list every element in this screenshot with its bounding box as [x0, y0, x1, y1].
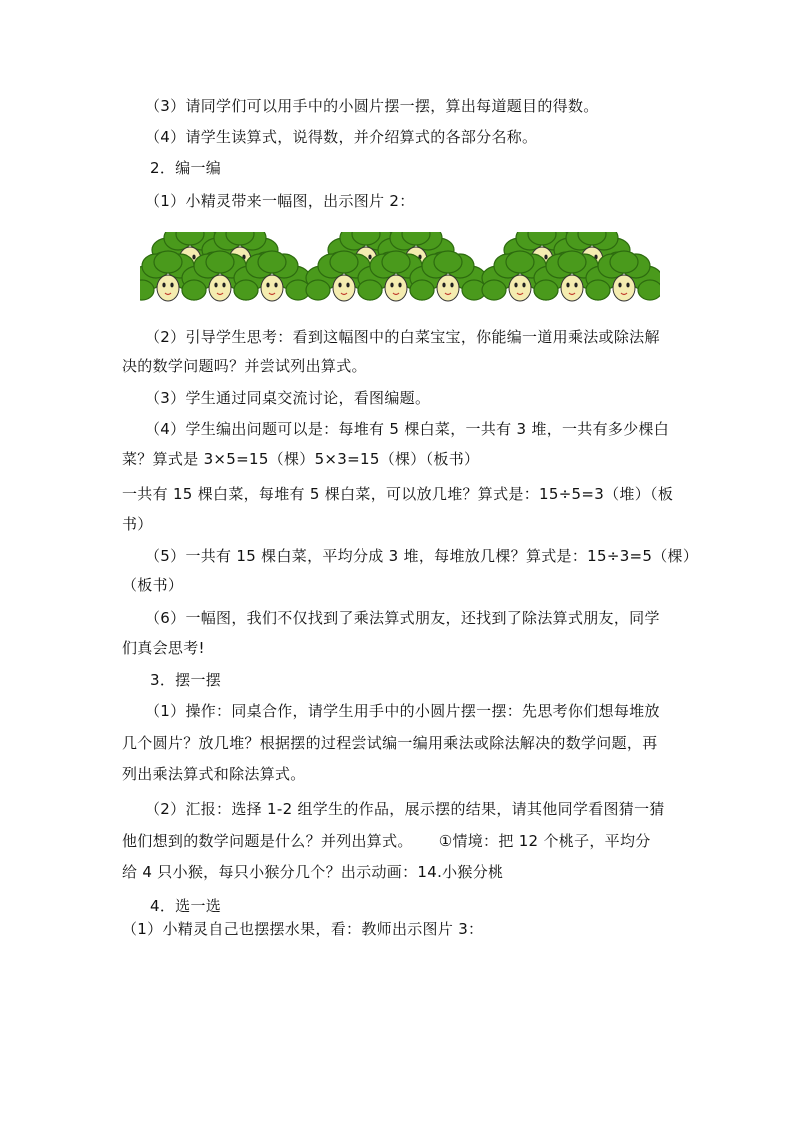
text-line-18: （2）汇报：选择 1-2 组学生的作品，展示摆的结果，请其他同学看图猜一猜 — [145, 800, 665, 818]
text-line-16: 几个圆片？放几堆？根据摆的过程尝试编一编用乘法或除法解决的数学问题，再 — [122, 734, 658, 752]
text-line-10: 书） — [122, 515, 153, 533]
text-line-5: 决的数学问题吗？并尝试列出算式。 — [122, 357, 367, 375]
text-line-2: （4）请学生读算式，说得数，并介绍算式的各部分名称。 — [145, 128, 538, 146]
section-heading-3: 3．摆一摆 — [150, 671, 222, 689]
section-heading-4: 4．选一选 — [150, 897, 222, 915]
text-line-9: 一共有 15 棵白菜，每堆有 5 棵白菜，可以放几堆？算式是：15÷5=3（堆）（板 — [122, 485, 674, 503]
text-line-19a: 他们想到的数学问题是什么？并列出算式。 — [122, 832, 413, 850]
text-line-19 — [122, 831, 651, 851]
text-line-1: （3）请同学们可以用手中的小圆片摆一摆，算出每道题目的得数。 — [145, 97, 599, 115]
text-line-19b: ①情境：把 12 个桃子，平均分 — [438, 832, 651, 850]
text-line-21: （1）小精灵自己也摆摆水果，看：教师出示图片 3： — [122, 920, 484, 938]
section-heading-2: 2．编一编 — [150, 159, 222, 177]
text-line-13: （6）一幅图，我们不仅找到了乘法算式朋友，还找到了除法算式朋友，同学 — [145, 609, 660, 627]
text-line-3: （1）小精灵带来一幅图，出示图片 2： — [145, 192, 415, 210]
cabbage-figure — [140, 232, 660, 312]
text-line-11: （5）一共有 15 棵白菜，平均分成 3 堆，每堆放几棵？算式是：15÷3=5（棵） — [145, 547, 699, 565]
text-line-15: （1）操作：同桌合作，请学生用手中的小圆片摆一摆：先思考你们想每堆放 — [145, 702, 660, 720]
text-line-12: （板书） — [122, 576, 184, 594]
text-line-7: （4）学生编出问题可以是：每堆有 5 棵白菜，一共有 3 堆，一共有多少棵白 — [145, 420, 670, 438]
text-line-8: 菜？算式是 3×5=15（棵）5×3=15（棵）（板书） — [122, 450, 480, 468]
text-line-6: （3）学生通过同桌交流讨论，看图编题。 — [145, 389, 431, 407]
text-line-4: （2）引导学生思考：看到这幅图中的白菜宝宝，你能编一道用乘法或除法解 — [145, 328, 660, 346]
text-line-17: 列出乘法算式和除法算式。 — [122, 765, 306, 783]
text-line-20: 给 4 只小猴，每只小猴分几个？出示动画：14.小猴分桃 — [122, 863, 504, 881]
text-line-14: 们真会思考! — [122, 639, 205, 657]
cabbage-image — [140, 232, 660, 312]
